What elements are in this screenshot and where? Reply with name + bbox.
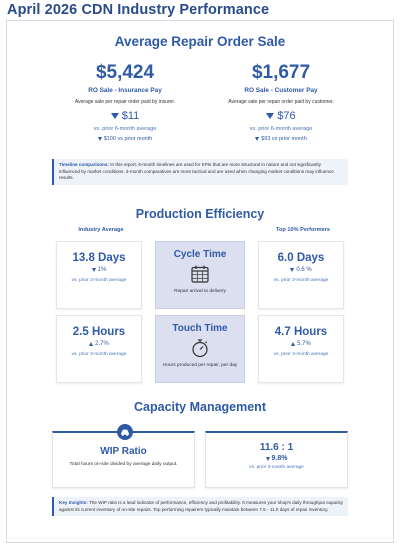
ro-insurance-card (40, 62, 210, 142)
key-insights-text: The WIP ratio is a lead indicator of performance, efficiency and profitability. It measures your shop's daily throughput capacity against its current inventory of on-site repairs. Top performing repairers typically maintain between 7.5 - 11.0 days of repair inventory. (59, 500, 343, 512)
touch-top-vs: vs. prior 3-month average (273, 352, 329, 357)
timeline-note-text: In this report, 6-month timelines are used for KPIs that are more structural in nature and not significantly influenced by market conditions. 3-month comparatives are more tactical and are used when changing market conditions may influence results. (59, 162, 334, 181)
cycle-industry-card (56, 241, 142, 309)
cycle-industry-vs: vs. prior 3-month average (71, 278, 127, 283)
ro-customer-prior (196, 136, 366, 142)
touch-top-change (259, 341, 343, 347)
cycle-top-change (259, 267, 343, 273)
ro-insurance-value: $5,424 (95, 62, 155, 83)
capacity-section-title: Capacity Management (134, 400, 266, 414)
wip-value-card (205, 431, 348, 488)
timeline-note-lead: Timeline comparisons: (59, 162, 109, 167)
wip-ratio-vs: vs. prior 3-month average (249, 465, 304, 470)
timeline-note (52, 159, 348, 185)
down-arrow-icon (290, 268, 294, 272)
industry-average-heading: Industry Average (78, 227, 124, 233)
down-arrow-icon (92, 268, 96, 272)
wip-ratio-desc: Total hours on-site divided by average daily output. (69, 462, 178, 467)
up-arrow-icon (89, 342, 93, 346)
down-arrow-icon (266, 457, 270, 461)
down-arrow-icon (98, 137, 102, 141)
cycle-industry-value: 13.8 Days (72, 252, 126, 264)
calendar-icon (190, 264, 210, 284)
ro-insurance-delta (40, 110, 210, 122)
down-arrow-icon (111, 113, 119, 119)
ro-customer-value: $1,677 (251, 62, 311, 83)
cycle-top-vs: vs. prior 3-month average (273, 278, 329, 283)
down-arrow-icon (266, 113, 274, 119)
ro-insurance-vs: vs. prior 6-month average (93, 126, 157, 132)
ro-customer-prior-value: $93 vs prior month (261, 136, 307, 142)
wip-ratio-change-value: 9.8% (271, 455, 288, 462)
page-title: April 2026 CDN Industry Performance (7, 2, 270, 18)
ro-insurance-desc: Average sale per repair order paid by insurer. (74, 99, 176, 105)
ro-customer-desc: Average sale per repair order paid by customer. (228, 99, 334, 105)
ro-insurance-prior (40, 136, 210, 142)
touch-industry-value: 2.5 Hours (72, 326, 126, 338)
stopwatch-icon (190, 338, 210, 358)
ro-customer-vs: vs. prior 6-month average (249, 126, 313, 132)
top-performers-heading: Top 10% Performers (276, 227, 330, 233)
touch-top-change-value: 5.7% (297, 341, 311, 347)
ro-section-title: Average Repair Order Sale (114, 34, 286, 49)
key-insights-lead: Key Insights: (59, 500, 88, 505)
touch-time-card (155, 315, 245, 383)
car-icon (117, 424, 133, 440)
ro-customer-delta-value: $76 (277, 110, 296, 122)
cycle-time-card (155, 241, 245, 309)
wip-ratio-change (206, 455, 347, 462)
cycle-top-card (258, 241, 344, 309)
touch-industry-change (57, 341, 141, 347)
cycle-top-change-value: 0.6 % (296, 267, 312, 273)
production-section-title: Production Efficiency (135, 207, 265, 221)
cycle-industry-change-value: 1% (97, 267, 107, 273)
touch-industry-change-value: 2.7% (95, 341, 109, 347)
ro-customer-card (196, 62, 366, 142)
touch-time-title: Touch Time (172, 323, 228, 334)
touch-time-desc: Hours produced per repair, per day (162, 363, 238, 368)
touch-top-card (258, 315, 344, 383)
touch-top-value: 4.7 Hours (274, 326, 328, 338)
touch-industry-card (56, 315, 142, 383)
key-insights-note (52, 497, 348, 516)
ro-customer-label: RO Sale - Customer Pay (244, 87, 318, 94)
wip-ratio-title: WIP Ratio (100, 446, 147, 457)
up-arrow-icon (291, 342, 295, 346)
ro-insurance-delta-value: $11 (121, 110, 140, 122)
cycle-industry-change (57, 267, 141, 273)
cycle-time-desc: Repair arrival to delivery (174, 289, 226, 294)
ro-customer-delta (196, 110, 366, 122)
cycle-top-value: 6.0 Days (277, 252, 325, 264)
ro-insurance-prior-value: $100 vs prior month (103, 136, 153, 142)
cycle-time-title: Cycle Time (173, 249, 227, 260)
down-arrow-icon (255, 137, 259, 141)
ro-insurance-label: RO Sale - Insurance Pay (88, 87, 162, 94)
touch-industry-vs: vs. prior 3-month average (71, 352, 127, 357)
wip-ratio-value: 11.6 : 1 (259, 442, 294, 453)
